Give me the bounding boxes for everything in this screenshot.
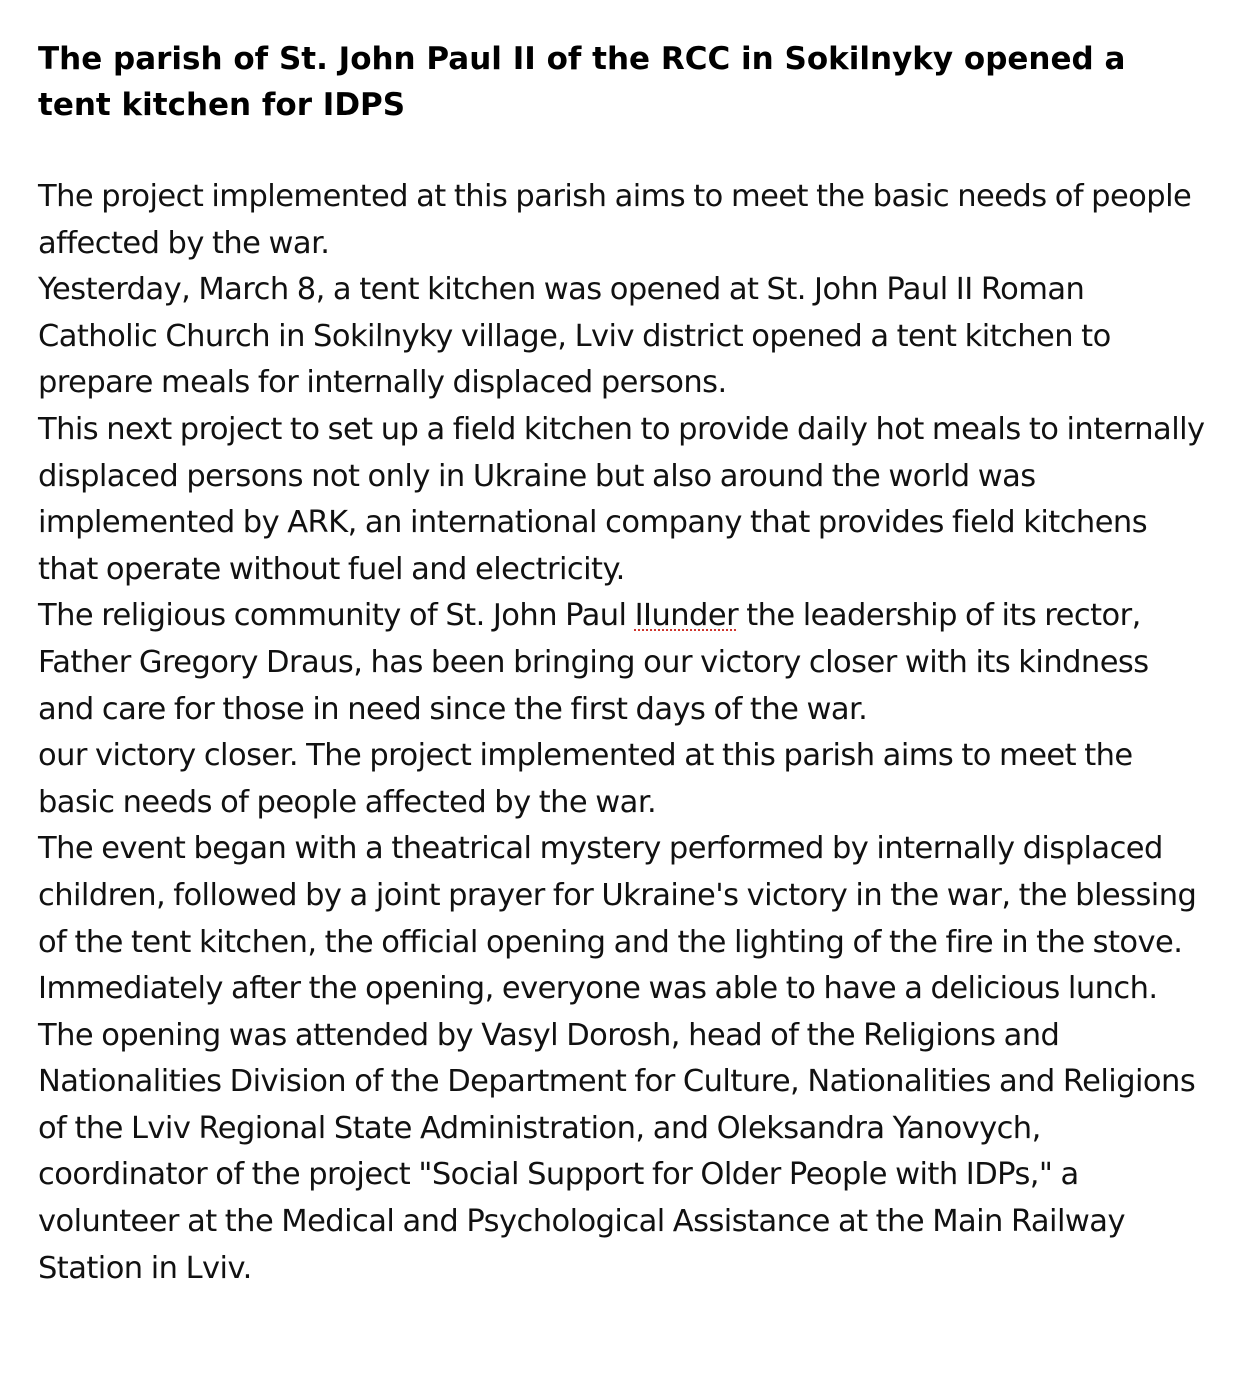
paragraph-attendees: The opening was attended by Vasyl Dorosh, head of the Religions and Nationalities Division of the Department for Culture, Nationalities and Religions of the Lviv Regional State Administration, and Oleksandra Yanovych, coordinator of the project "Social Support for Older People with IDPs," a volunteer at the Medical and Psychological Assistance at the Main Railway Station in Lviv.: [38, 1017, 1196, 1286]
misspelled-word[interactable]: IIunder: [634, 598, 739, 634]
article-title: The parish of St. John Paul II of the RCC in Sokilnyky opened a tent kitchen for IDPS: [38, 41, 1126, 123]
article: [38, 36, 1208, 1292]
community-text-start: The religious community of St. John Paul: [38, 598, 635, 634]
paragraph-event: The event began with a theatrical mystery performed by internally displaced children, followed by a joint prayer for Ukraine's victory in the war, the blessing of the tent kitchen, the official opening and the lighting of the fire in the stove. Immediately after the opening, everyone was able to have a delicious lunch.: [38, 831, 1197, 1007]
article-body: [38, 174, 1208, 1292]
paragraph-ark-project: This next project to set up a field kitchen to provide daily hot meals to internally displaced persons not only in Ukraine but also around the world was implemented by ARK, an international company that provides field kitchens that operate without fuel and electricity.: [38, 411, 1205, 587]
paragraph-intro: The project implemented at this parish aims to meet the basic needs of people affected by the war.: [38, 179, 1192, 261]
paragraph-opening: Yesterday, March 8, a tent kitchen was opened at St. John Paul II Roman Catholic Church in Sokilnyky village, Lviv district opened a tent kitchen to prepare meals for internally displaced persons.: [38, 272, 1111, 401]
community-text-end: the leadership of its rector, Father Gregory Draus, has been bringing our victory closer with its kindness and care for those in need since the first days of the war.: [38, 598, 1149, 727]
paragraph-community: [38, 593, 1208, 733]
paragraph-repeat: our victory closer. The project implemented at this parish aims to meet the basic needs of people affected by the war.: [38, 738, 1133, 820]
